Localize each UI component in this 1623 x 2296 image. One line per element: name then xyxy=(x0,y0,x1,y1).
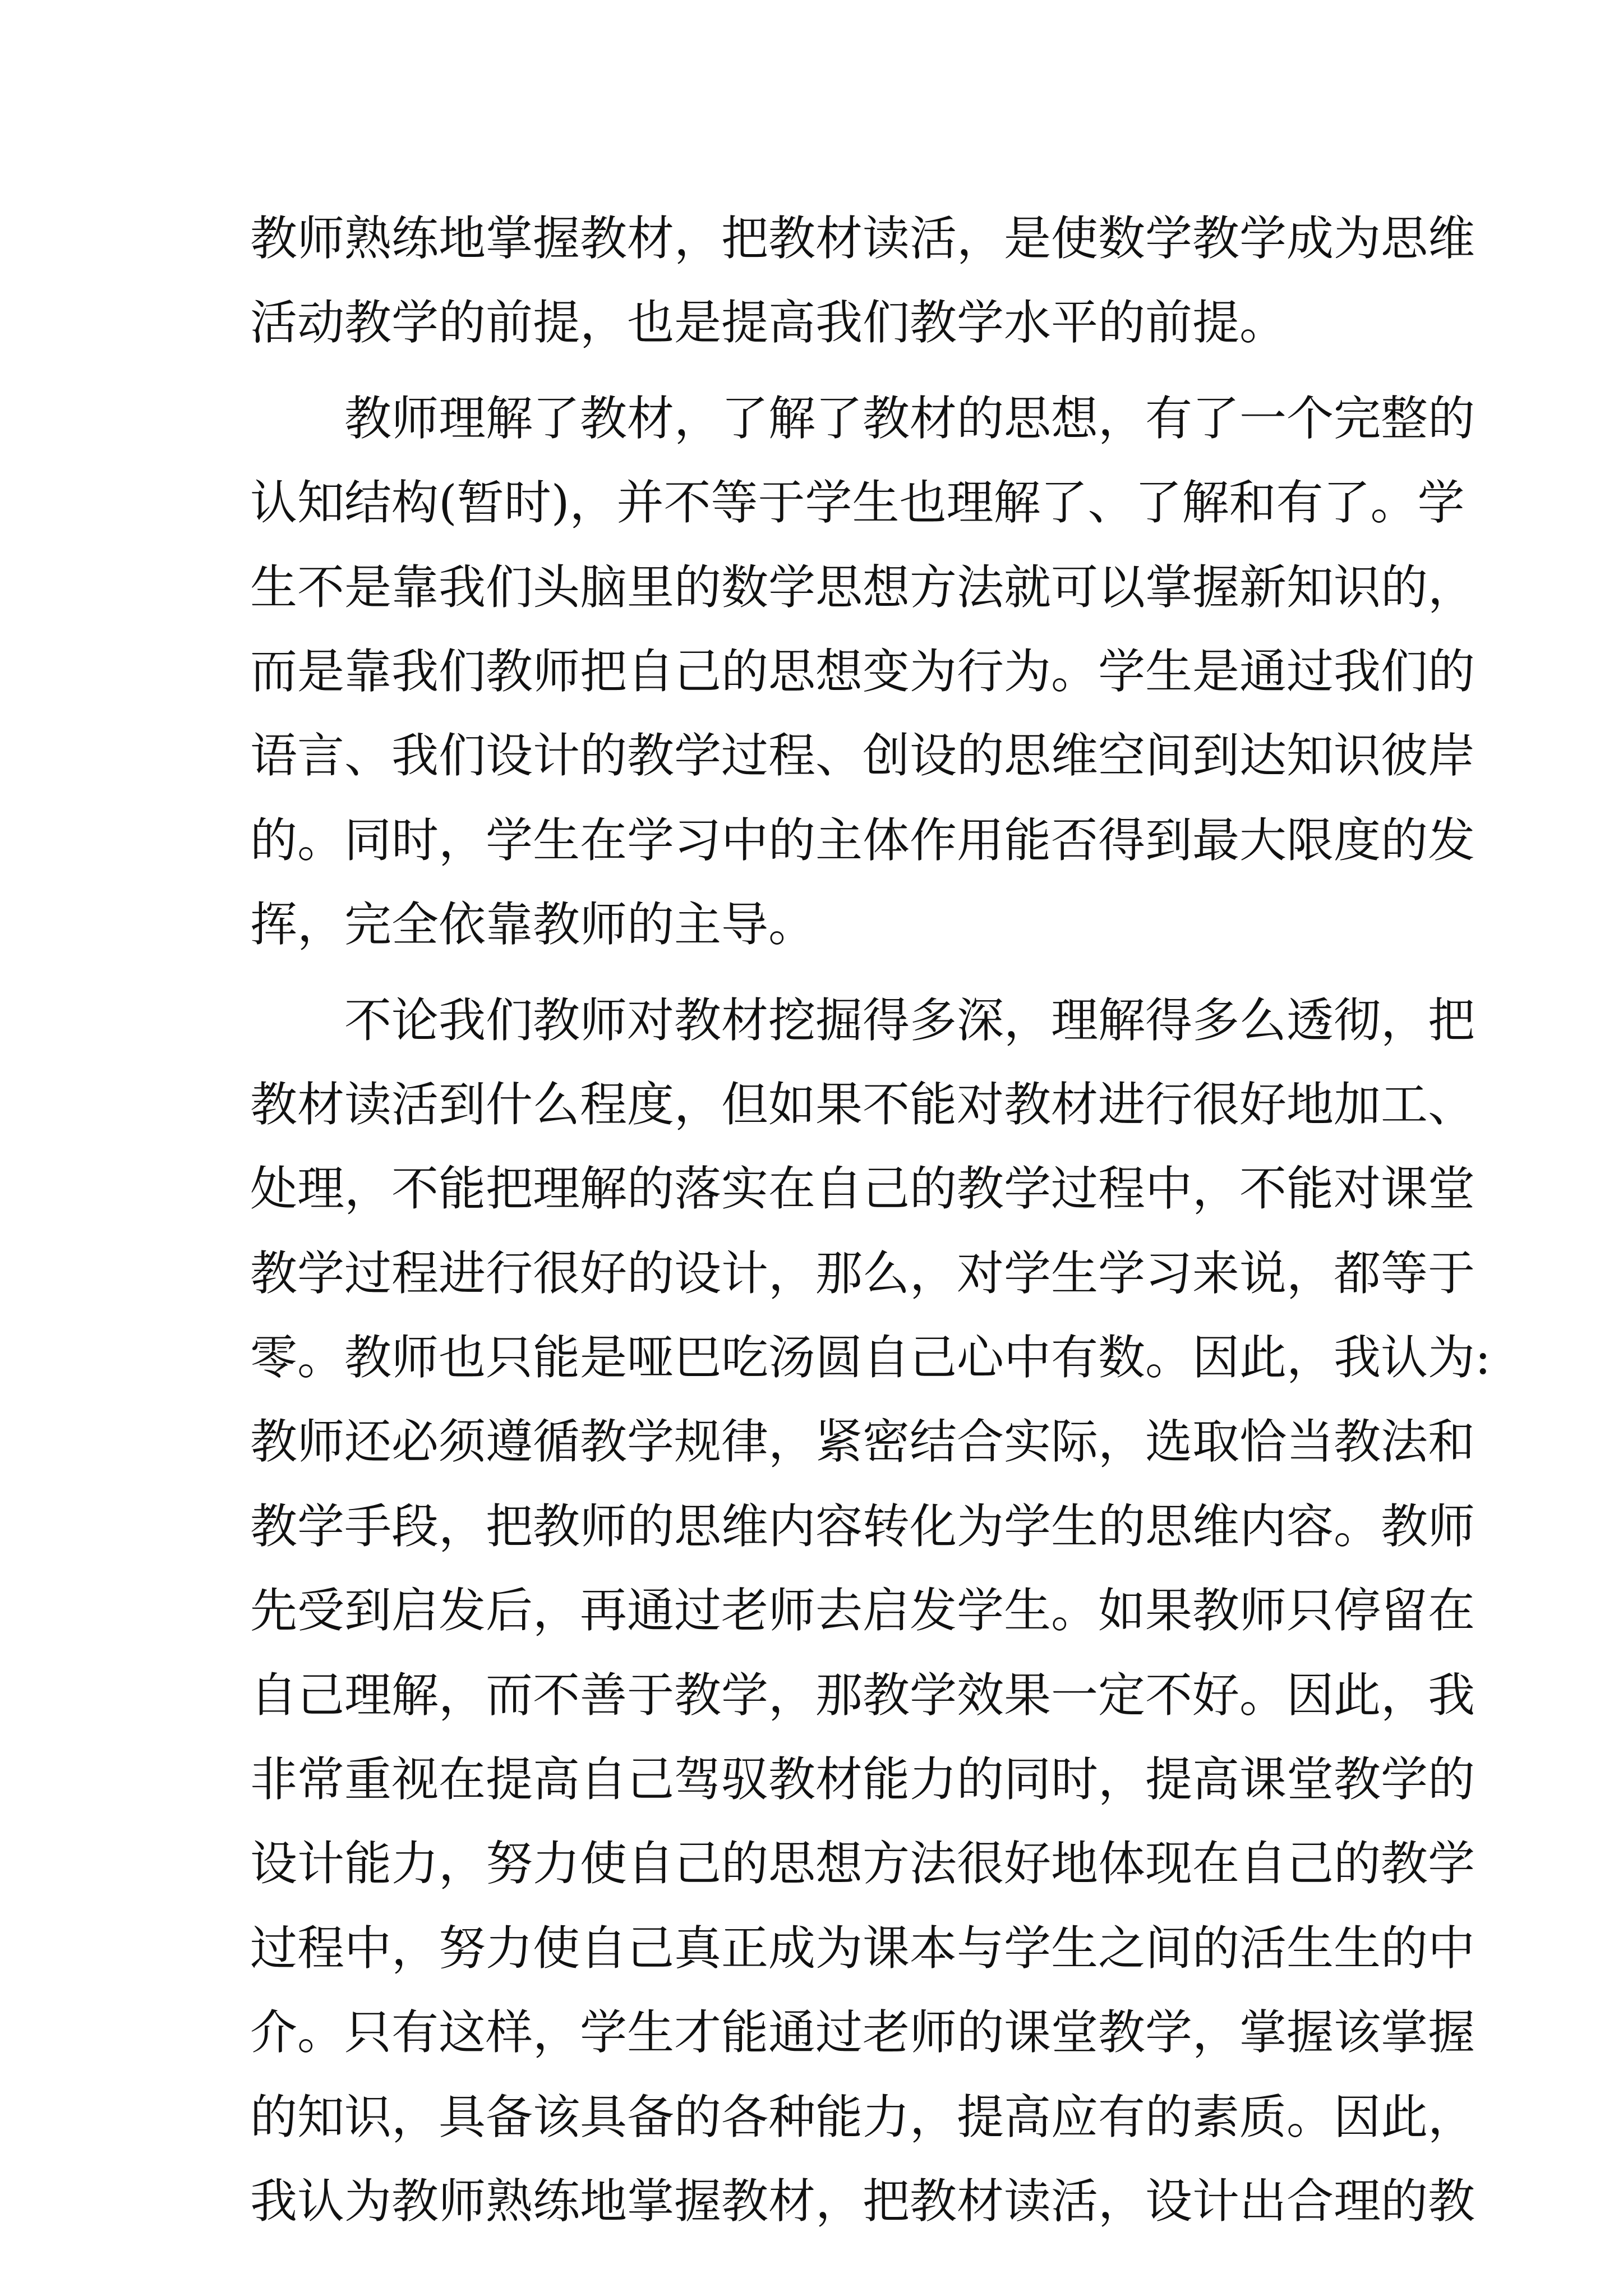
paragraph-2 xyxy=(250,376,1476,967)
text-line: 先受到启发后，再通过老师去启发学生。如果教师只停留在 xyxy=(250,1583,1476,1639)
text-line: 的知识，具备该具备的各种能力，提高应有的素质。因此， xyxy=(250,2089,1476,2145)
text-line: 我认为教师熟练地掌握教材，把教材读活，设计出合理的教 xyxy=(250,2173,1476,2229)
text-line: 教师理解了教材，了解了教材的思想，有了一个完整的 xyxy=(344,390,1476,446)
text-line: 活动教学的前提，也是提高我们教学水平的前提。 xyxy=(250,295,1287,351)
text-line: 认知结构(暂时)，并不等于学生也理解了、了解和有了。学 xyxy=(250,475,1465,531)
document-body xyxy=(250,196,1491,2243)
text-line: 教学手段，把教师的思维内容转化为学生的思维内容。教师 xyxy=(250,1498,1476,1554)
text-line: 介。只有这样，学生才能通过老师的课堂教学，掌握该掌握 xyxy=(250,2005,1476,2060)
text-line: 语言、我们设计的教学过程、创设的思维空间到达知识彼岸 xyxy=(250,728,1476,784)
text-line: 不论我们教师对教材挖掘得多深，理解得多么透彻，把 xyxy=(344,992,1476,1048)
text-line: 非常重视在提高自己驾驭教材能力的同时，提高课堂教学的 xyxy=(250,1752,1476,1807)
text-line: 过程中，努力使自己真正成为课本与学生之间的活生生的中 xyxy=(250,1920,1476,1976)
text-line: 生不是靠我们头脑里的数学思想方法就可以掌握新知识的， xyxy=(250,559,1476,615)
paragraph-1 xyxy=(250,196,1476,365)
text-line: 而是靠我们教师把自己的思想变为行为。学生是通过我们的 xyxy=(250,643,1476,699)
text-line: 零。教师也只能是哑巴吃汤圆自己心中有数。因此，我认为: xyxy=(250,1330,1491,1386)
text-line: 挥，完全依靠教师的主导。 xyxy=(250,897,816,953)
text-line: 教师熟练地掌握教材，把教材读活，是使数学教学成为思维 xyxy=(250,211,1476,266)
paragraph-3 xyxy=(250,978,1491,2244)
text-line: 设计能力，努力使自己的思想方法很好地体现在自己的教学 xyxy=(250,1836,1476,1892)
text-line: 教学过程进行很好的设计，那么，对学生学习来说，都等于 xyxy=(250,1245,1476,1301)
text-line: 处理，不能把理解的落实在自己的教学过程中，不能对课堂 xyxy=(250,1161,1476,1217)
text-line: 教师还必须遵循教学规律，紧密结合实际，选取恰当教法和 xyxy=(250,1414,1476,1470)
text-line: 教材读活到什么程度，但如果不能对教材进行很好地加工、 xyxy=(250,1076,1476,1132)
text-line: 自己理解，而不善于教学，那教学效果一定不好。因此，我 xyxy=(250,1667,1476,1723)
text-line: 的。同时，学生在学习中的主体作用能否得到最大限度的发 xyxy=(250,812,1476,868)
